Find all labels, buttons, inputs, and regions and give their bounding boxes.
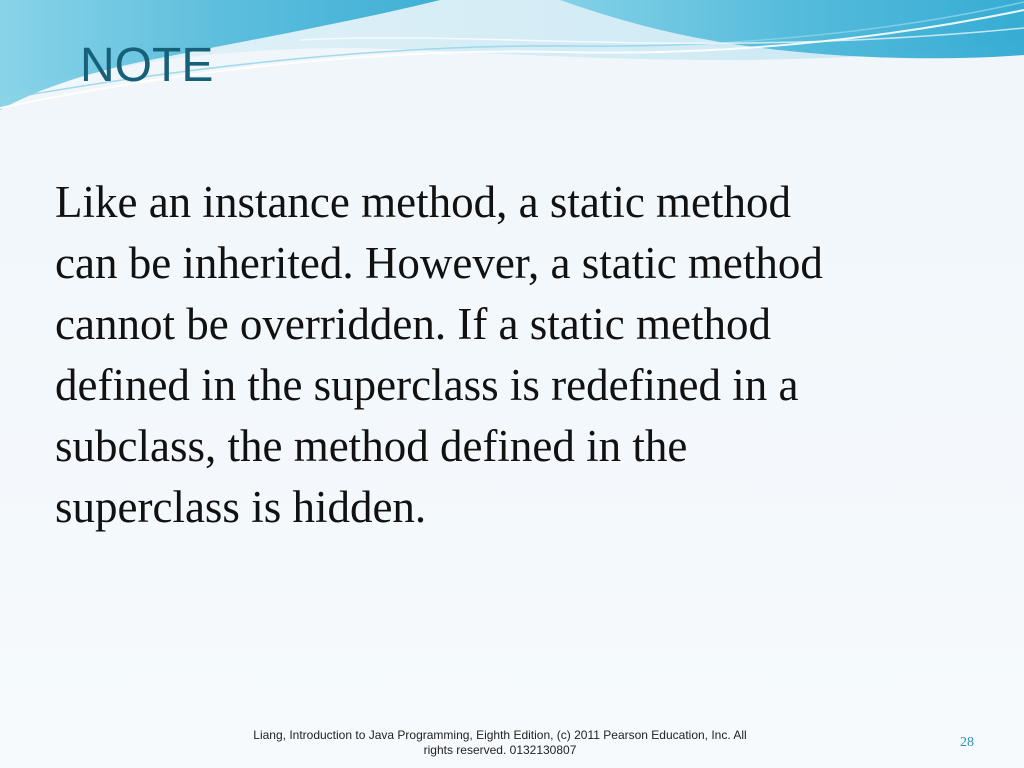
slide-title: NOTE — [80, 39, 214, 92]
body-line: defined in the superclass is redefined in a — [55, 360, 799, 410]
footer-line: Liang, Introduction to Java Programming, Eighth Edition, (c) 2011 Pearson Education, Inc. All — [253, 728, 747, 742]
slide-body — [55, 172, 955, 538]
page-number: 28 — [960, 735, 974, 750]
slide-footer — [200, 728, 800, 758]
body-line: subclass, the method defined in the — [55, 421, 688, 471]
body-line: Like an instance method, a static method — [55, 177, 792, 227]
footer-line: rights reserved. 0132130807 — [423, 743, 577, 757]
body-line: superclass is hidden. — [55, 482, 427, 532]
body-line: cannot be overridden. If a static method — [55, 299, 771, 349]
body-line: can be inherited. However, a static method — [55, 238, 823, 288]
